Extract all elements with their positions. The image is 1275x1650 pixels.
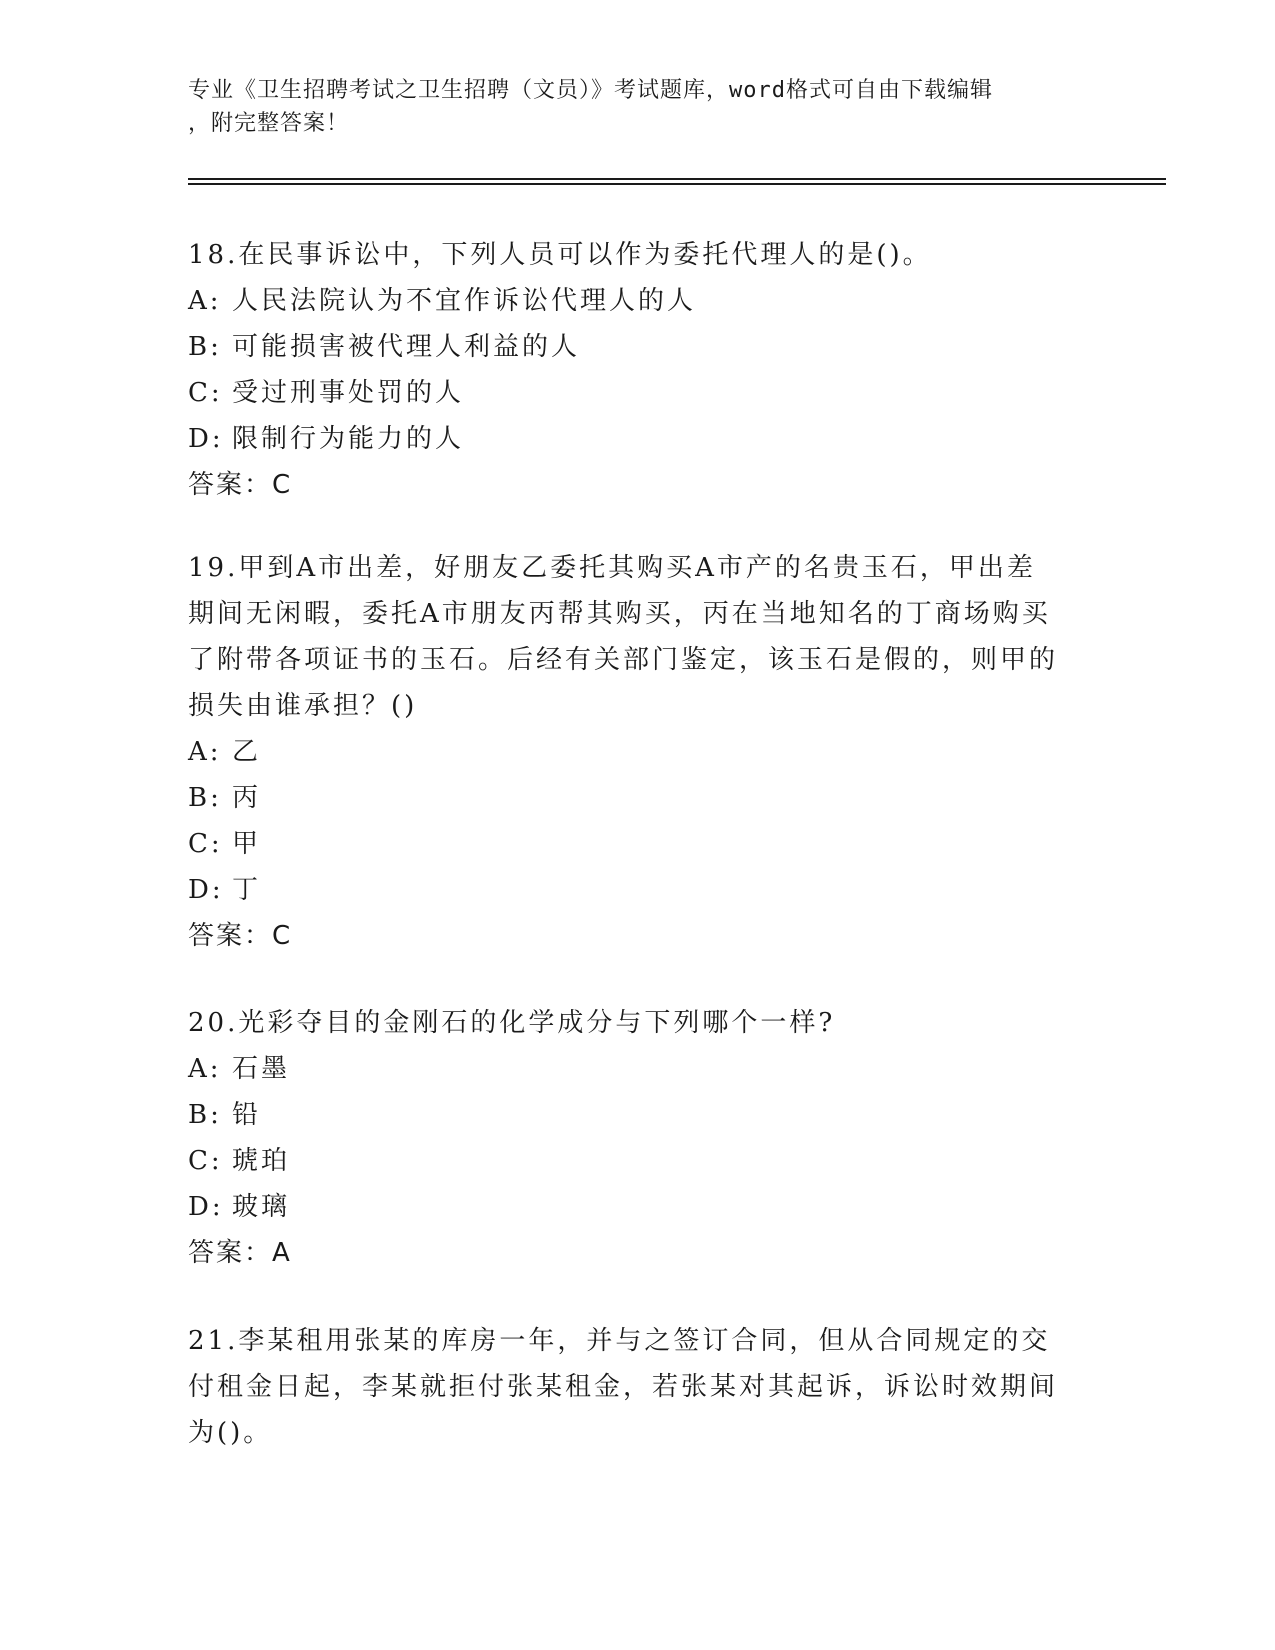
option-letter: C: [188,378,223,408]
question-19 [188,545,1058,959]
option-text: 乙 [232,737,262,767]
option-letter: A: [188,1054,222,1084]
option-letter: D: [188,875,224,905]
option-a [188,278,1088,324]
option-d [188,416,1088,462]
option-text: 铅 [232,1100,262,1130]
question-20 [188,1000,1088,1276]
option-text: 丙 [232,783,262,813]
option-c [188,370,1088,416]
option-b [188,775,1058,821]
option-text: 限制行为能力的人 [232,424,465,454]
option-c [188,1138,1088,1184]
answer-line: 答案：C [188,470,293,500]
question-stem: 18.在民事诉讼中，下列人员可以作为委托代理人的是()。 [188,240,932,270]
option-b [188,1092,1088,1138]
option-a [188,1046,1088,1092]
option-b [188,324,1088,370]
question-stem: 19.甲到A市出差，好朋友乙委托其购买A市产的名贵玉石，甲出差期间无闲暇，委托A市朋友丙帮其购买，丙在当地知名的丁商场购买了附带各项证书的玉石。后经有关部门鉴定，该玉石是假的，则甲的损失由谁承担？() [188,553,1059,721]
option-text: 琥珀 [232,1146,291,1176]
option-letter: D: [188,1192,224,1222]
option-letter: B: [188,1100,222,1130]
option-letter: B: [188,783,222,813]
question-stem: 21.李某租用张某的库房一年，并与之签订合同，但从合同规定的交付租金日起，李某就拒付张某租金，若张某对其起诉，诉讼时效期间为()。 [188,1326,1059,1448]
option-c [188,821,1058,867]
option-text: 受过刑事处罚的人 [232,378,465,408]
option-text: 甲 [232,829,262,859]
answer-line: 答案：A [188,1238,292,1268]
header-line-1: 专业《卫生招聘考试之卫生招聘（文员）》考试题库，word格式可自由下载编辑 [188,78,993,103]
header-divider-bottom [188,183,1166,185]
option-letter: C: [188,829,223,859]
option-d [188,1184,1088,1230]
option-text: 玻璃 [232,1192,291,1222]
option-letter: C: [188,1146,223,1176]
option-text: 丁 [232,875,262,905]
option-d [188,867,1058,913]
option-text: 可能损害被代理人利益的人 [232,332,581,362]
header-divider-top [188,178,1166,180]
answer-line: 答案：C [188,921,293,951]
option-letter: B: [188,332,222,362]
question-stem: 20.光彩夺目的金刚石的化学成分与下列哪个一样? [188,1008,836,1038]
option-letter: D: [188,424,224,454]
option-a [188,729,1058,775]
option-text: 石墨 [232,1054,291,1084]
question-21 [188,1318,1058,1456]
document-header [188,74,1068,140]
option-letter: A: [188,286,222,316]
question-18 [188,232,1088,508]
option-text: 人民法院认为不宜作诉讼代理人的人 [232,286,697,316]
header-line-2: ，附完整答案！ [188,111,350,136]
option-letter: A: [188,737,222,767]
